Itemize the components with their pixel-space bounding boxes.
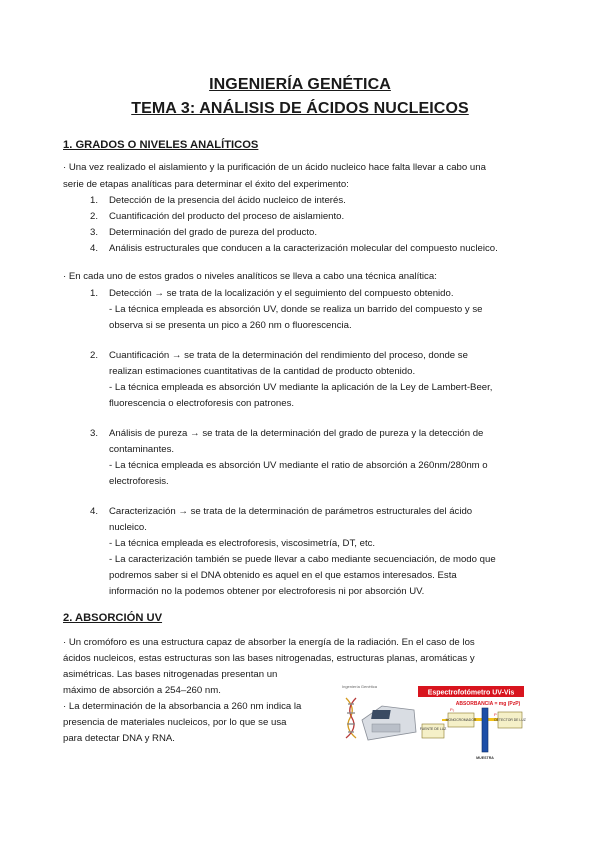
p0-label: P₀ (450, 707, 455, 712)
item-line: Análisis de pureza → se trata de la determinación del grado de pureza y la detección de (109, 428, 484, 439)
item-line: Caracterización → se trata de la determinación de parámetros estructurales del ácido (109, 506, 473, 517)
section1-heading: 1. GRADOS O NIVELES ANALÍTICOS (63, 139, 259, 151)
list-number: 2. (90, 211, 99, 222)
list-number: 4. (90, 506, 99, 517)
spectrophotometer-diagram (338, 680, 528, 762)
list-item: Detección de la presencia del ácido nucleico de interés. (109, 195, 346, 206)
sample-label: MUESTRA (476, 756, 494, 760)
section2-line: para detectar DNA y RNA. (63, 733, 175, 744)
item-line: Detección → se trata de la localización y el seguimiento del compuesto obtenido. (109, 288, 454, 299)
section1-intro-line: · Una vez realizado el aislamiento y la purificación de un ácido nucleico hace falta llevar a cabo una (63, 162, 486, 173)
document-subtitle: TEMA 3: ANÁLISIS DE ÁCIDOS NUCLEICOS (131, 100, 469, 117)
list-item: Cuantificación del producto del proceso de aislamiento. (109, 211, 345, 222)
item-line: - La técnica empleada es absorción UV, donde se realiza un barrido del compuesto y se (109, 304, 483, 315)
section2-line: · Un cromóforo es una estructura capaz de absorber la energía de la radiación. En el caso de los (63, 637, 475, 648)
list-number: 1. (90, 288, 99, 299)
section2-line: máximo de absorción a 254–260 nm. (63, 685, 221, 696)
list-number: 1. (90, 195, 99, 206)
item-line: contaminantes. (109, 444, 175, 455)
section2-line: asimétricas. Las bases nitrogenadas presentan un (63, 669, 278, 680)
list-number: 3. (90, 428, 99, 439)
figure-small-label: Ingeniería Genética (342, 684, 377, 689)
section2-heading: 2. ABSORCIÓN UV (63, 612, 163, 624)
section2-line: · La determinación de la absorbancia a 260 nm indica la (63, 701, 302, 712)
item-line: - La caracterización también se puede llevar a cabo mediante secuenciación, de modo que (109, 554, 496, 565)
figure-formula: ABSORBANCIA = mg (PzP) (455, 701, 521, 707)
list-number: 2. (90, 350, 99, 361)
item-line: fluorescencia o electroforesis con patrones. (109, 398, 295, 409)
item-line: nucleico. (109, 522, 147, 533)
section1-intro2: · En cada uno de estos grados o niveles analíticos se lleva a cabo una técnica analítica: (63, 271, 437, 282)
item-line: observa si se presenta un pico a 260 nm o fluorescencia. (109, 320, 352, 331)
item-line: podremos saber si el DNA obtenido es aquel en el que estamos interesados. Esta (109, 570, 457, 581)
spectrophotometer-figure (338, 680, 528, 762)
item-line: - La técnica empleada es absorción UV mediante la aplicación de la Ley de Lambert-Beer, (109, 382, 493, 393)
list-number: 4. (90, 243, 99, 254)
document-title: INGENIERÍA GENÉTICA (209, 76, 391, 93)
sample-cuvette (482, 708, 488, 752)
detector-label: DETECTOR DE LUZ (494, 718, 526, 722)
item-line: electroforesis. (109, 476, 169, 487)
section1-intro-line: serie de etapas analíticas para determinar el éxito del experimento: (63, 179, 349, 190)
section2-line: ácidos nucleicos, estas estructuras son las bases nitrogenadas, estructuras planas, aromáticas y (63, 653, 475, 664)
light-source-label: FUENTE DE LUZ (419, 727, 447, 731)
item-line: realizan estimaciones cuantitativas de la cantidad de producto obtenido. (109, 366, 416, 377)
item-line: Cuantificación → se trata de la determinación del rendimiento del proceso, donde se (109, 350, 468, 361)
p-label: P (494, 712, 497, 717)
list-number: 3. (90, 227, 99, 238)
figure-title: Espectrofotómetro UV-Vis (427, 689, 515, 697)
item-line: - La técnica empleada es absorción UV mediante el ratio de absorción a 260nm/280nm o (109, 460, 488, 471)
list-item: Análisis estructurales que conducen a la caracterización molecular del compuesto nucleico. (109, 243, 498, 254)
item-line: información no la podemos obtener por electroforesis ni por absorción UV. (109, 586, 425, 597)
list-item: Determinación del grado de pureza del producto. (109, 227, 317, 238)
item-line: - La técnica empleada es electroforesis, viscosimetría, DT, etc. (109, 538, 376, 549)
section2-line: presencia de materiales nucleicos, por lo que se usa (63, 717, 287, 728)
monochromator-label: MONOCROMADOR (445, 718, 477, 722)
